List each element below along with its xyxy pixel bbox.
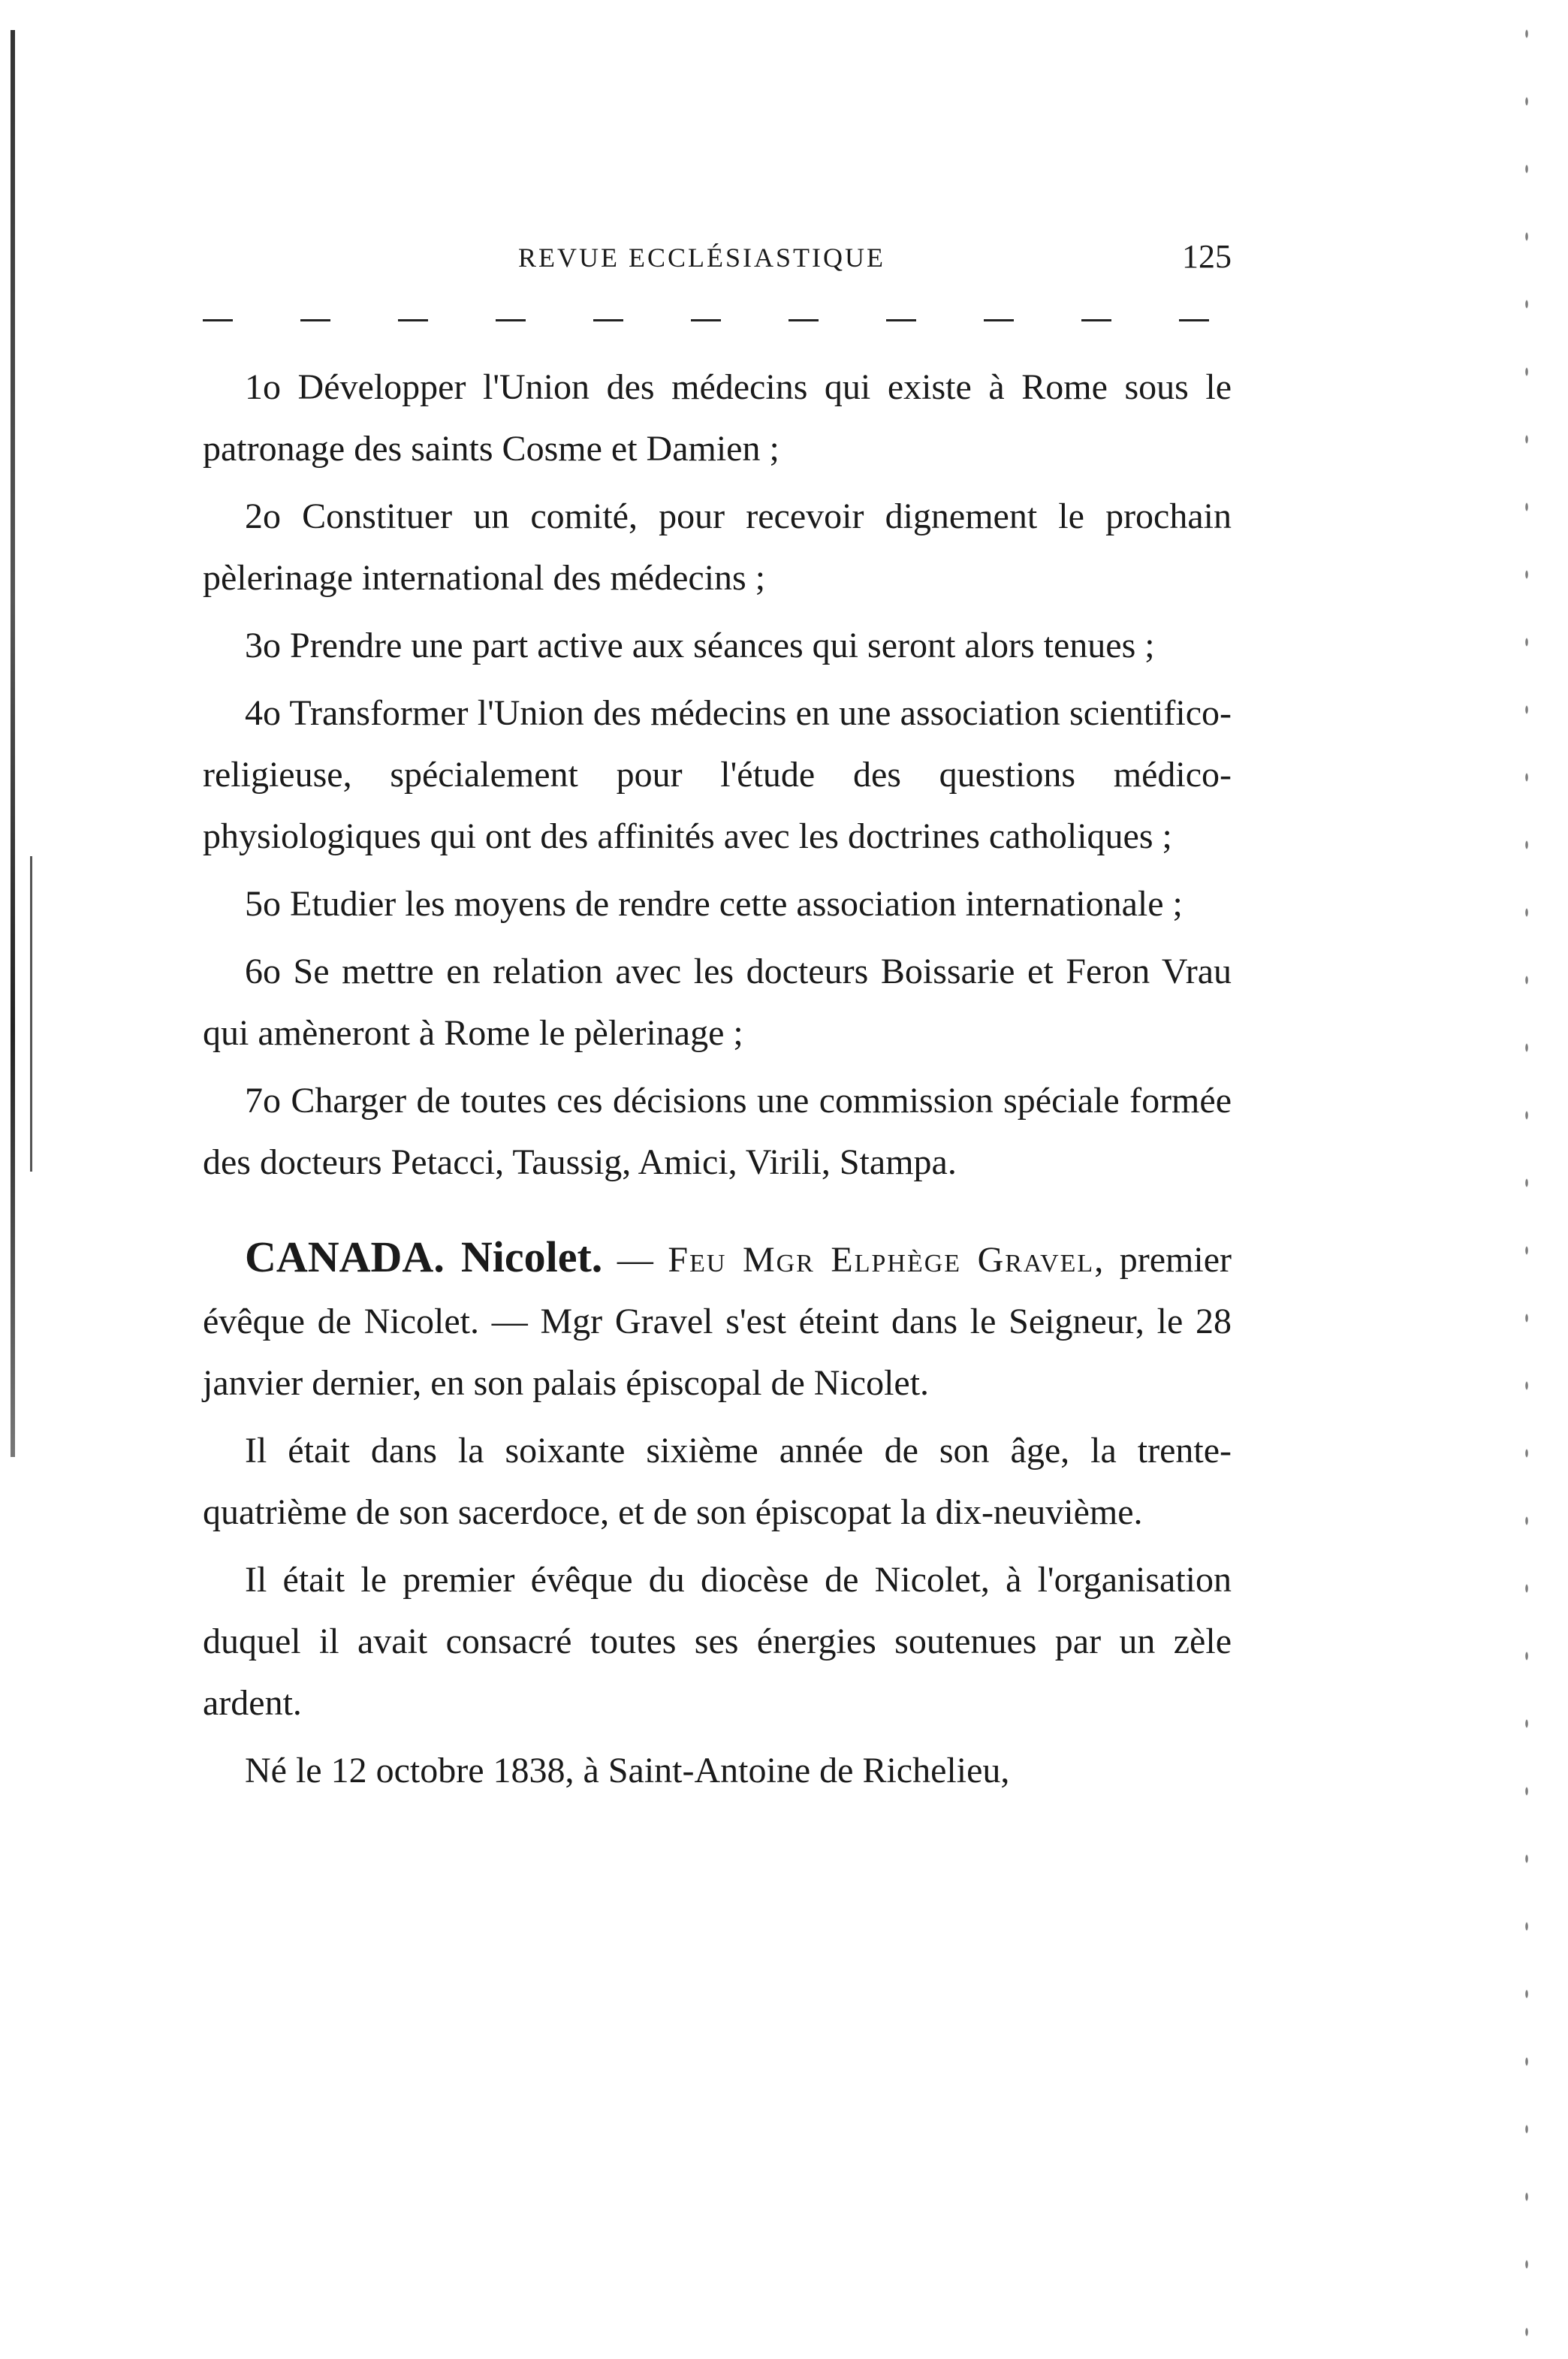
section-place: CANADA. Nicolet.: [245, 1232, 603, 1281]
list-item: 4o Transformer l'Union des médecins en une association scientifico-religieuse, spécialement pour l'étude des questions médico-physiologiques qui ont des affinités avec les doctrines catholiques ;: [203, 693, 1232, 856]
page-number: 125: [1182, 238, 1232, 275]
paragraph: Il était le premier évêque du diocèse de Nicolet, à l'organisation duquel il avait consacré toutes ses énergies soutenues par un zèle ardent.: [203, 1560, 1232, 1723]
paragraph: Il était dans la soixante sixième année de son âge, la trente-quatrième de son sacerdoce, et de son épiscopat la dix-neuvième.: [203, 1431, 1232, 1532]
list-item: 5o Etudier les moyens de rendre cette association internationale ;: [245, 884, 1183, 924]
body-text: [203, 357, 1232, 1802]
section-heading-paragraph: [203, 1226, 1232, 1414]
list-item: 2o Constituer un comité, pour recevoir dignement le prochain pèlerinage international des médecins ;: [203, 496, 1232, 598]
scan-noise-edge: [1515, 0, 1538, 2359]
list-item: 3o Prendre une part active aux séances qui seront alors tenues ;: [245, 626, 1155, 665]
list-item: 7o Charger de toutes ces décisions une commission spéciale formée des docteurs Petacci, Taussig, Amici, Virili, Stampa.: [203, 1081, 1232, 1182]
section-dash: —: [602, 1240, 668, 1280]
scan-binding-edge: [11, 30, 15, 1457]
list-item: 6o Se mettre en relation avec les docteurs Boissarie et Feron Vrau qui amèneront à Rome le pèlerinage ;: [203, 952, 1232, 1053]
running-header: [203, 238, 1232, 287]
section-lead: premier évêque de Nicolet. — Mgr Gravel s'est éteint dans le Seigneur, le 28 janvier dernier, en son palais épiscopal de Nicolet.: [203, 1240, 1232, 1403]
list-item: 1o Développer l'Union des médecins qui existe à Rome sous le patronage des saints Cosme et Damien ;: [203, 367, 1232, 469]
section-subject: Feu Mgr Elphège Gravel,: [668, 1240, 1105, 1280]
paragraph: Né le 12 octobre 1838, à Saint-Antoine de Richelieu,: [245, 1751, 1010, 1790]
header-rule: [203, 319, 1232, 321]
scan-binding-mark: [30, 856, 32, 1172]
running-title: REVUE ECCLÉSIASTIQUE: [518, 243, 885, 273]
